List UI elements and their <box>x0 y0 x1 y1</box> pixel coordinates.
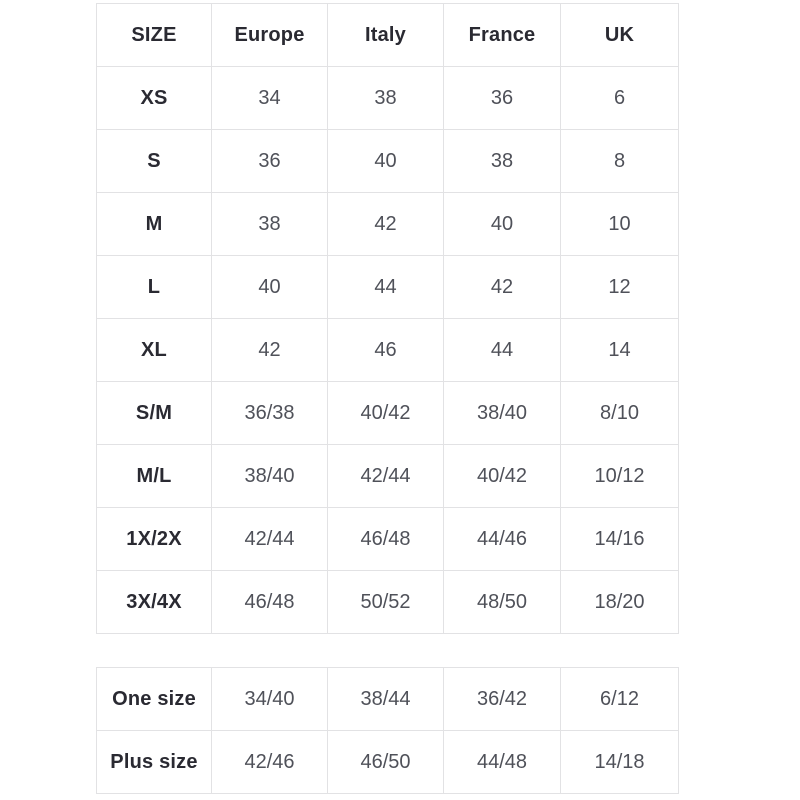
value-cell: 40 <box>212 256 328 319</box>
table-row <box>97 382 679 445</box>
value-cell: 44/48 <box>444 731 561 794</box>
value-cell: 42/44 <box>328 445 444 508</box>
table-row <box>97 571 679 634</box>
value-cell: 42 <box>444 256 561 319</box>
value-cell: 46/50 <box>328 731 444 794</box>
value-cell: 42/46 <box>212 731 328 794</box>
special-sizes-table <box>96 667 679 794</box>
value-cell: 10/12 <box>561 445 679 508</box>
table-row <box>97 67 679 130</box>
value-cell: 8 <box>561 130 679 193</box>
value-cell: 14 <box>561 319 679 382</box>
size-label-cell: XS <box>97 67 212 130</box>
value-cell: 18/20 <box>561 571 679 634</box>
size-label-cell: M/L <box>97 445 212 508</box>
table-row <box>97 193 679 256</box>
value-cell: 10 <box>561 193 679 256</box>
value-cell: 14/18 <box>561 731 679 794</box>
value-cell: 42 <box>328 193 444 256</box>
value-cell: 36 <box>444 67 561 130</box>
value-cell: 50/52 <box>328 571 444 634</box>
value-cell: 8/10 <box>561 382 679 445</box>
value-cell: 44 <box>444 319 561 382</box>
value-cell: 40/42 <box>328 382 444 445</box>
size-label-cell: M <box>97 193 212 256</box>
value-cell: 44 <box>328 256 444 319</box>
value-cell: 6 <box>561 67 679 130</box>
value-cell: 38/44 <box>328 668 444 731</box>
tables-container <box>96 3 679 794</box>
table-row <box>97 445 679 508</box>
value-cell: 40 <box>444 193 561 256</box>
column-header-cell: Europe <box>212 4 328 67</box>
column-header-cell: Italy <box>328 4 444 67</box>
value-cell: 42 <box>212 319 328 382</box>
size-conversion-table <box>96 3 679 634</box>
value-cell: 38 <box>328 67 444 130</box>
value-cell: 34 <box>212 67 328 130</box>
value-cell: 12 <box>561 256 679 319</box>
value-cell: 36/42 <box>444 668 561 731</box>
value-cell: 46/48 <box>212 571 328 634</box>
value-cell: 38 <box>212 193 328 256</box>
size-label-cell: L <box>97 256 212 319</box>
value-cell: 34/40 <box>212 668 328 731</box>
value-cell: 40 <box>328 130 444 193</box>
column-header-cell: UK <box>561 4 679 67</box>
size-label-cell: 3X/4X <box>97 571 212 634</box>
size-label-cell: XL <box>97 319 212 382</box>
table-row <box>97 130 679 193</box>
size-label-cell: One size <box>97 668 212 731</box>
size-label-cell: 1X/2X <box>97 508 212 571</box>
value-cell: 42/44 <box>212 508 328 571</box>
column-header-cell: France <box>444 4 561 67</box>
table-row <box>97 668 679 731</box>
size-label-cell: S <box>97 130 212 193</box>
value-cell: 38 <box>444 130 561 193</box>
value-cell: 38/40 <box>444 382 561 445</box>
value-cell: 46/48 <box>328 508 444 571</box>
table-row <box>97 508 679 571</box>
table-row <box>97 731 679 794</box>
value-cell: 14/16 <box>561 508 679 571</box>
size-label-cell: Plus size <box>97 731 212 794</box>
value-cell: 38/40 <box>212 445 328 508</box>
column-header-cell: SIZE <box>97 4 212 67</box>
size-label-cell: S/M <box>97 382 212 445</box>
table-row <box>97 319 679 382</box>
value-cell: 6/12 <box>561 668 679 731</box>
header-row <box>97 4 679 67</box>
value-cell: 44/46 <box>444 508 561 571</box>
value-cell: 48/50 <box>444 571 561 634</box>
value-cell: 36 <box>212 130 328 193</box>
value-cell: 46 <box>328 319 444 382</box>
value-cell: 36/38 <box>212 382 328 445</box>
value-cell: 40/42 <box>444 445 561 508</box>
table-row <box>97 256 679 319</box>
